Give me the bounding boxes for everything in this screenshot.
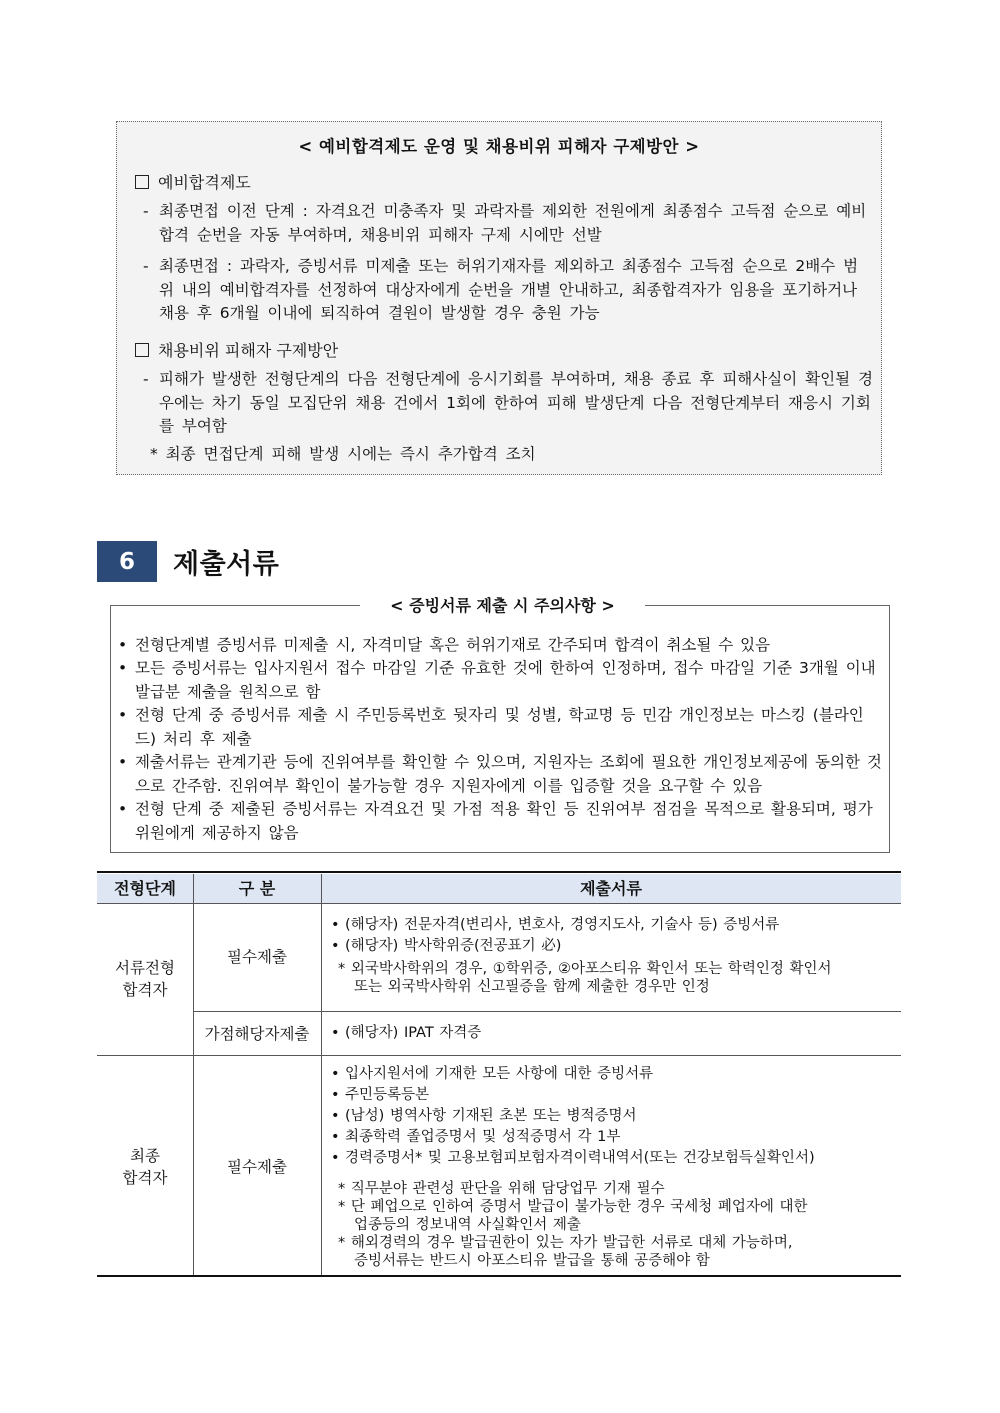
caution-item: • 전형 단계 중 제출된 증빙서류는 자격요건 및 가점 적용 확인 등 진위여부 점검을 목적으로 활용되며, 평가위원에게 제공하지 않음 [118, 800, 873, 842]
section-title: 제출서류 [173, 549, 280, 580]
section-heading: 채용비위 피해자 구제방안 [135, 338, 338, 361]
stage-cell: 최종 합격자 [122, 1147, 168, 1187]
header-stage: 전형단계 [114, 879, 176, 898]
stage-cell: 서류전형 합격자 [115, 959, 175, 999]
document-item: • 경력증명서* 및 고용보험피보험자격이력내역서(또는 건강보험득실확인서) [331, 1150, 815, 1166]
document-item: • (남성) 병역사항 기재된 초본 또는 병적증명서 [331, 1108, 637, 1124]
document-item: • 최종학력 졸업증명서 및 성적증명서 각 1부 [331, 1129, 621, 1145]
category-cell: 필수제출 [227, 948, 287, 966]
checkbox-square-icon [135, 175, 149, 189]
document-note: * 해외경력의 경우 발급권한이 있는 자가 발급한 서류로 대체 가능하며, 증빙서류는 반드시 아포스티유 발급을 통해 공증해야 함 [338, 1235, 793, 1269]
document-item: • (해당자) 전문자격(변리사, 변호사, 경영지도사, 기술사 등) 증빙서류 [331, 917, 780, 933]
document-note: * 단 폐업으로 인하여 증명서 발급이 불가능한 경우 국세청 폐업자에 대한 업종등의 정보내역 사실확인서 제출 [338, 1199, 808, 1233]
table-header [97, 874, 901, 904]
box-title: < 예비합격제도 운영 및 채용비위 피해자 구제방안 > [298, 137, 700, 156]
checkbox-square-icon [135, 343, 149, 357]
category-cell: 가점해당자제출 [204, 1025, 310, 1043]
list-item: - 피해가 발생한 전형단계의 다음 전형단계에 응시기회를 부여하며, 채용 종료 후 피해사실이 확인될 경우에는 차기 동일 모집단위 채용 건에서 1회에 한하여 피해 발생단계 다음 전형단계부터 재응시 기회를 부여함 [143, 370, 873, 435]
row-divider [193, 1011, 901, 1012]
table-bottom-rule [97, 1275, 901, 1277]
document-item: • 주민등록등본 [331, 1087, 430, 1103]
note: * 최종 면접단계 피해 발생 시에는 즉시 추가합격 조치 [150, 445, 536, 463]
category-cell: 필수제출 [227, 1158, 287, 1176]
table-top-rule [97, 871, 901, 873]
caution-box-title: < 증빙서류 제출 시 주의사항 > [360, 593, 645, 616]
document-item: • 입사지원서에 기재한 모든 사항에 대한 증빙서류 [331, 1066, 654, 1082]
section-heading: 예비합격제도 [135, 170, 251, 193]
list-item: - 최종면접 이전 단계 : 자격요건 미충족자 및 과락자를 제외한 전원에게 최종점수 고득점 순으로 예비합격 순번을 자동 부여하며, 채용비위 피해자 구제 시에만 선발 [143, 202, 867, 244]
document-item: • (해당자) 박사학위증(전공표기 必) [331, 938, 562, 954]
document-item: • (해당자) IPAT 자격증 [331, 1025, 482, 1041]
header-documents: 제출서류 [580, 879, 642, 898]
header-category: 구 분 [238, 879, 276, 898]
section-number: 6 [97, 541, 157, 582]
caution-item: • 제출서류는 관계기관 등에 진위여부를 확인할 수 있으며, 지원자는 조회에 필요한 개인정보제공에 동의한 것으로 간주함. 진위여부 확인이 불가능할 경우 지원자에게 이를 입증할 것을 요구할 수 있음 [118, 753, 882, 795]
list-item: - 최종면접 : 과락자, 증빙서류 미제출 또는 허위기재자를 제외하고 최종점수 고득점 순으로 2배수 범위 내의 예비합격자를 선정하여 대상자에게 순번을 개별 안내하고, 최종합격자가 임용을 포기하거나 채용 후 6개월 이내에 퇴직하여 결원이 발생할 경우 충원 가능 [143, 257, 859, 322]
caution-item: • 모든 증빙서류는 입사지원서 접수 마감일 기준 유효한 것에 한하여 인정하며, 접수 마감일 기준 3개월 이내 발급분 제출을 원칙으로 함 [118, 659, 876, 701]
column-divider [321, 874, 322, 1276]
column-divider [193, 874, 194, 1276]
document-note: * 외국박사학위의 경우, ①학위증, ②아포스티유 확인서 또는 학력인정 확인서 또는 외국박사학위 신고필증을 함께 제출한 경우만 인정 [338, 961, 832, 995]
row-divider [97, 1055, 901, 1056]
document-note: * 직무분야 관련성 판단을 위해 담당업무 기재 필수 [338, 1181, 665, 1197]
caution-item: • 전형 단계 중 증빙서류 제출 시 주민등록번호 뒷자리 및 성별, 학교명 등 민감 개인정보는 마스킹 (블라인드) 처리 후 제출 [118, 706, 864, 748]
caution-item: • 전형단계별 증빙서류 미제출 시, 자격미달 혹은 허위기재로 간주되며 합격이 취소될 수 있음 [118, 636, 771, 654]
